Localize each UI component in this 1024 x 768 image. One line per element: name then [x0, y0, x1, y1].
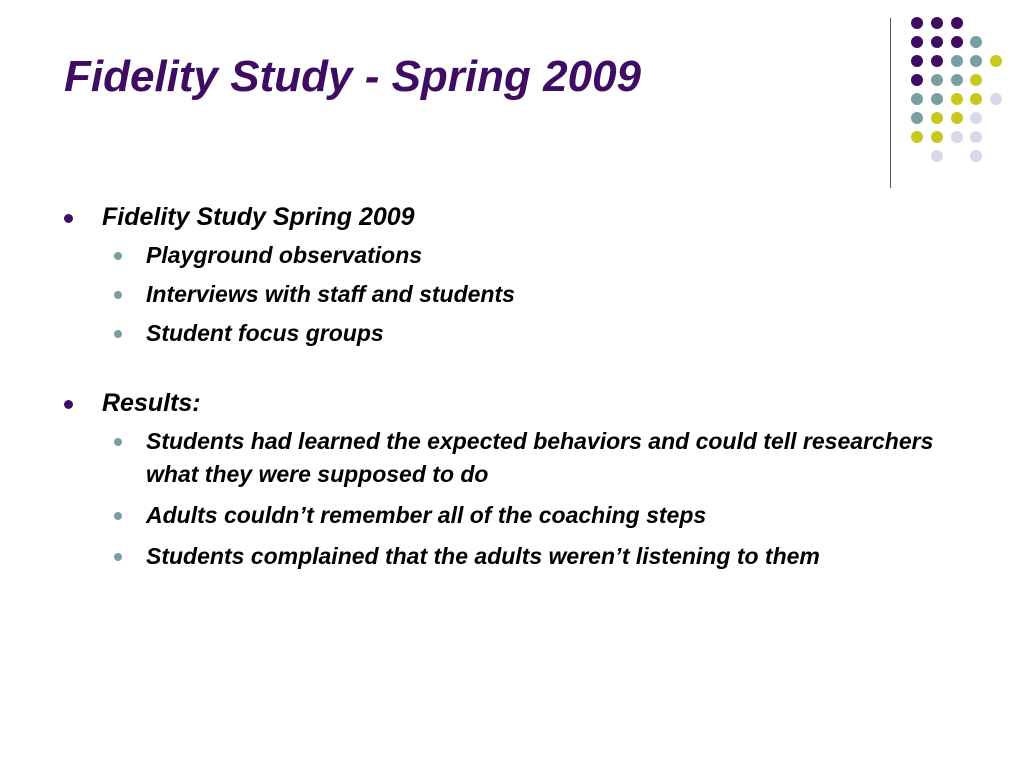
decor-dot — [911, 74, 923, 86]
bullet-dot — [114, 512, 122, 520]
decor-dot — [911, 93, 923, 105]
decor-dot — [990, 93, 1002, 105]
decor-dot — [931, 36, 943, 48]
dot-grid-decoration — [0, 0, 1024, 200]
decor-dot — [911, 131, 923, 143]
sub-bullet — [60, 278, 980, 311]
decor-dot — [970, 112, 982, 124]
decor-dot — [911, 36, 923, 48]
decor-dot — [911, 112, 923, 124]
sub-bullet — [60, 425, 980, 491]
bullet-section-heading — [60, 200, 980, 234]
sub-bullet-text: Students had learned the expected behaviors and could tell researchers what they were supposed to do — [146, 428, 934, 487]
decor-dot — [911, 17, 923, 29]
sub-bullet — [60, 317, 980, 350]
decor-dot — [970, 150, 982, 162]
slide-title: Fidelity Study - Spring 2009 — [64, 52, 642, 101]
decor-dot — [970, 55, 982, 67]
section-heading: Fidelity Study Spring 2009 — [102, 203, 415, 231]
decor-dot — [951, 17, 963, 29]
decor-dot — [931, 112, 943, 124]
decor-dot — [911, 55, 923, 67]
section-heading: Results: — [102, 389, 201, 417]
decor-dot — [951, 74, 963, 86]
decor-dot — [970, 131, 982, 143]
decor-dot — [931, 17, 943, 29]
sub-bullet — [60, 540, 980, 573]
sub-bullet-text: Student focus groups — [146, 320, 384, 346]
decor-dot — [951, 55, 963, 67]
sub-bullet-text: Playground observations — [146, 242, 423, 268]
divider-line — [890, 18, 891, 188]
sub-bullet-text: Students complained that the adults weren’t listening to them — [146, 543, 820, 569]
decor-dot — [990, 55, 1002, 67]
decor-dot — [970, 74, 982, 86]
decor-dot — [970, 93, 982, 105]
bullet-dot — [114, 553, 122, 561]
decor-dot — [931, 150, 943, 162]
bullet-dot — [64, 400, 73, 409]
sub-bullet — [60, 239, 980, 272]
bullet-dot — [114, 330, 122, 338]
decor-dot — [931, 74, 943, 86]
decor-dot — [970, 36, 982, 48]
sub-bullet-text: Interviews with staff and students — [146, 281, 515, 307]
decor-dot — [951, 93, 963, 105]
decor-dot — [931, 93, 943, 105]
decor-dot — [931, 55, 943, 67]
sub-bullet-text: Adults couldn’t remember all of the coaching steps — [146, 502, 707, 528]
bullet-dot — [114, 291, 122, 299]
bullet-section-heading — [60, 386, 980, 420]
bullet-dot — [114, 252, 122, 260]
decor-dot — [931, 131, 943, 143]
bullet-dot — [64, 214, 73, 223]
decor-dot — [951, 112, 963, 124]
bullet-dot — [114, 438, 122, 446]
slide-body — [60, 200, 980, 573]
decor-dot — [951, 131, 963, 143]
decor-dot — [951, 36, 963, 48]
sub-bullet — [60, 499, 980, 532]
